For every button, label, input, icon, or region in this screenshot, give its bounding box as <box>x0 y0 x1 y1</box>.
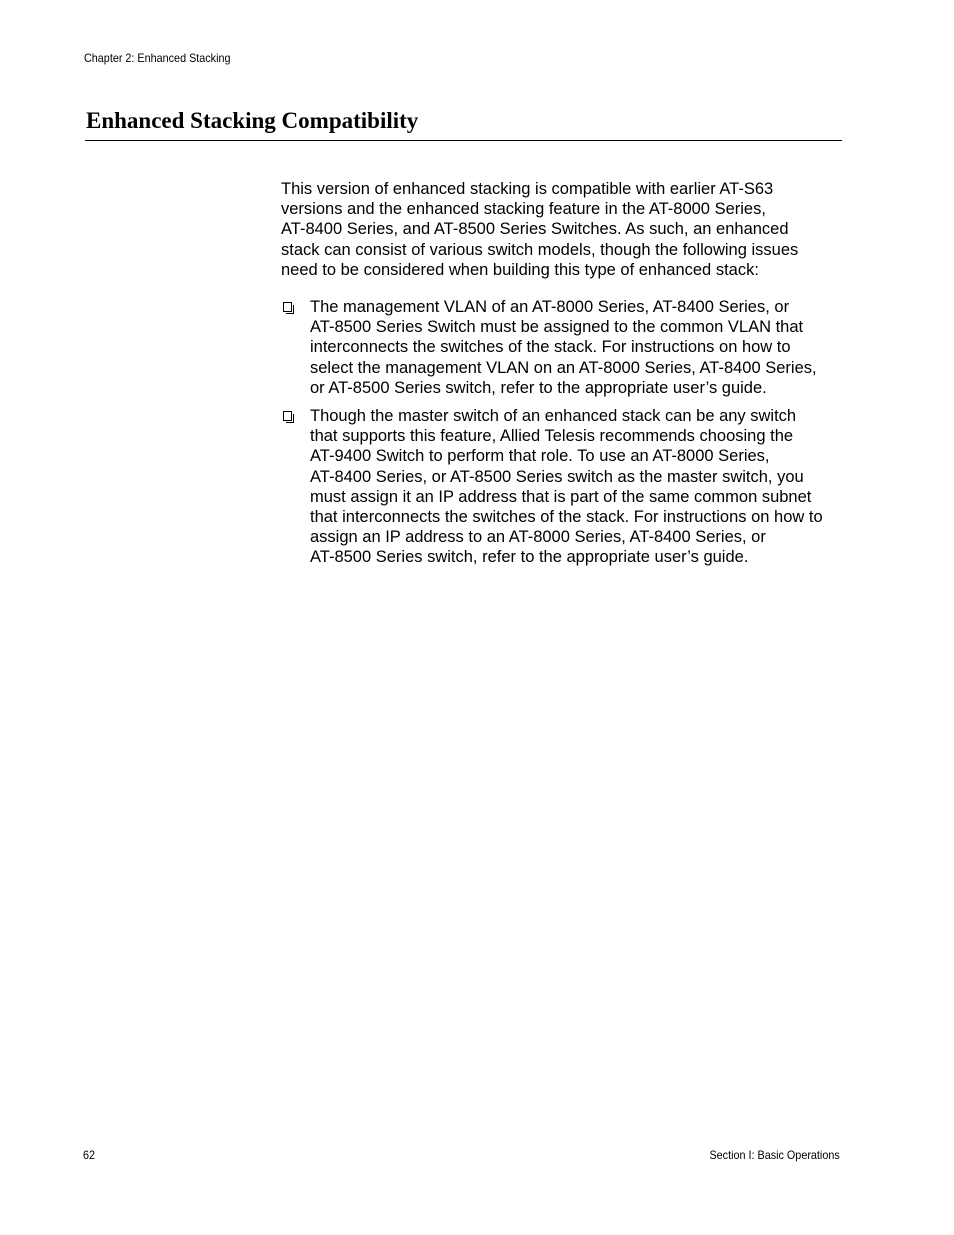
running-head: Chapter 2: Enhanced Stacking <box>84 51 231 65</box>
intro-paragraph <box>281 179 851 280</box>
bullet-line: AT-8500 Series switch, refer to the appropriate user’s guide. <box>310 548 749 567</box>
bullet-line: AT-8500 Series Switch must be assigned to the common VLAN that <box>310 318 804 337</box>
bullet-line: AT-9400 Switch to perform that role. To use an AT-8000 Series, <box>310 447 770 466</box>
checkbox-bullet-icon <box>283 411 292 421</box>
title-rule <box>85 140 842 141</box>
page-number: 62 <box>83 1148 96 1162</box>
intro-line: stack can consist of various switch models, though the following issues <box>281 240 799 259</box>
bullet-line: select the management VLAN on an AT-8000 Series, AT-8400 Series, <box>310 358 817 377</box>
intro-line: AT-8400 Series, and AT-8500 Series Switches. As such, an enhanced <box>281 220 789 239</box>
bullet-line: The management VLAN of an AT-8000 Series, AT-8400 Series, or <box>310 298 790 316</box>
intro-line: This version of enhanced stacking is compatible with earlier AT-S63 <box>281 180 774 198</box>
bullet-line: interconnects the switches of the stack. For instructions on how to <box>310 338 791 357</box>
bullet-line: assign an IP address to an AT-8000 Series, AT-8400 Series, or <box>310 528 766 547</box>
footer-section-name: Section I: Basic Operations <box>709 1148 840 1162</box>
bullet-item <box>281 297 851 398</box>
checkbox-bullet-icon <box>283 302 292 312</box>
intro-line: versions and the enhanced stacking feature in the AT-8000 Series, <box>281 200 766 219</box>
bullet-line: must assign it an IP address that is part of the same common subnet <box>310 487 812 506</box>
bullet-line: or AT-8500 Series switch, refer to the appropriate user’s guide. <box>310 378 767 397</box>
bullet-line: AT-8400 Series, or AT-8500 Series switch as the master switch, you <box>310 467 804 486</box>
bullet-item <box>281 406 851 568</box>
bullet-line: that supports this feature, Allied Telesis recommends choosing the <box>310 427 794 446</box>
bullet-line: Though the master switch of an enhanced stack can be any switch <box>310 407 797 426</box>
intro-line: need to be considered when building this type of enhanced stack: <box>281 260 759 279</box>
bullet-list <box>281 297 851 576</box>
section-title: Enhanced Stacking Compatibility <box>86 108 419 133</box>
bullet-line: that interconnects the switches of the stack. For instructions on how to <box>310 508 823 527</box>
